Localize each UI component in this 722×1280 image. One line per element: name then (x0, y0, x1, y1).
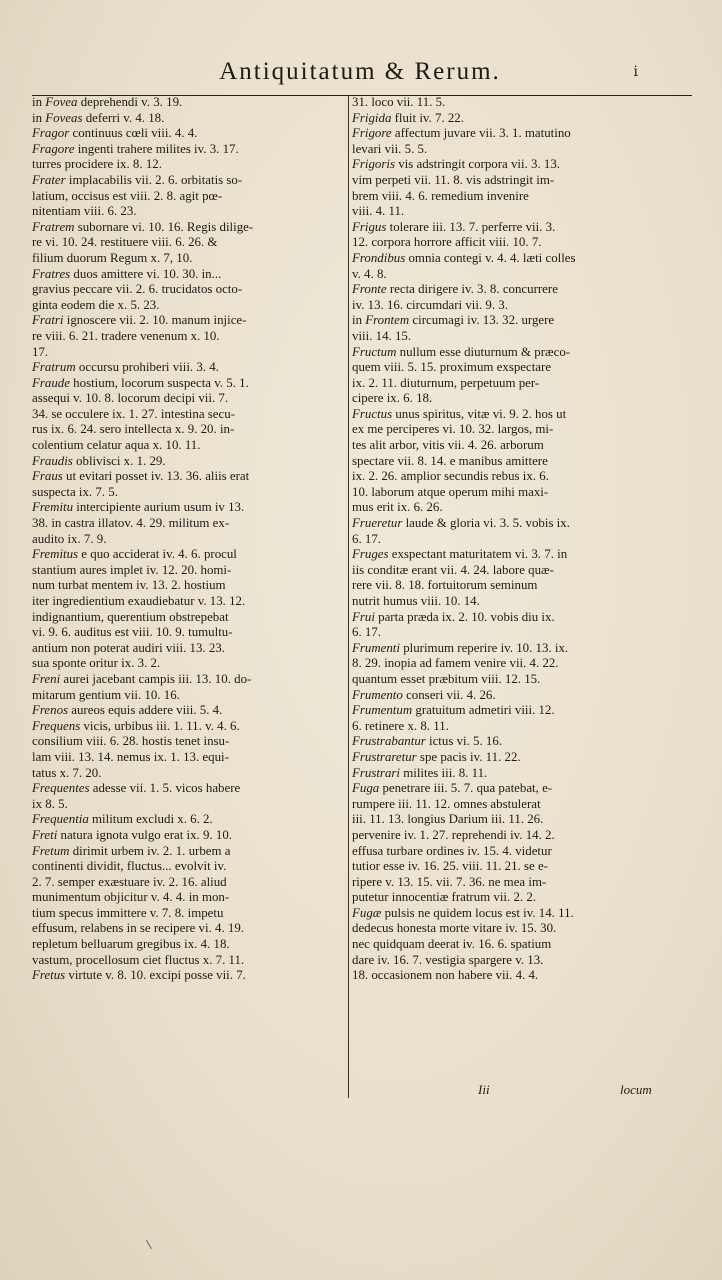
index-line: vastum, procellosum ciet fluctus x. 7. 11. (32, 952, 245, 967)
index-line: Fretus virtute v. 8. 10. excipi posse vii. 7. (32, 968, 246, 983)
index-line: Frequentia militum excludi x. 6. 2. (32, 812, 213, 827)
index-line: dare iv. 16. 7. vestigia spargere v. 13. (352, 952, 544, 967)
index-line: Fuga penetrare iii. 5. 7. qua patebat, e- (352, 781, 553, 796)
index-line: latium, occisus est viii. 2. 8. agit pœ- (32, 188, 223, 203)
index-line: Fratrum occursu prohiberi viii. 3. 4. (32, 360, 219, 375)
index-line: Freni aurei jacebant campis iii. 13. 10. do- (32, 671, 252, 686)
index-line: tatus x. 7. 20. (32, 765, 102, 780)
index-line: iii. 11. 13. longius Darium iii. 11. 26. (352, 812, 544, 827)
index-line: Fraude hostium, locorum suspecta v. 5. 1. (32, 375, 249, 390)
index-line: audito ix. 7. 9. (32, 531, 107, 546)
index-line: indignantium, querentium obstrepebat (32, 609, 229, 624)
index-line: Fronte recta dirigere iv. 3. 8. concurrere (352, 282, 558, 297)
index-line: Frigoris vis adstringit corpora vii. 3. 13. (352, 157, 561, 172)
index-line: 31. loco vii. 11. 5. (352, 95, 446, 109)
index-line: v. 4. 8. (352, 266, 387, 281)
signature-mark: Iii (478, 1082, 490, 1097)
index-line: suspecta ix. 7. 5. (32, 484, 118, 499)
headword: Frater (32, 172, 66, 187)
headword: Fremitus (32, 547, 79, 562)
catchword: locum (620, 1082, 652, 1097)
headword: Fructus (352, 406, 393, 421)
headword: Fruges (352, 547, 389, 562)
index-line: Frater implacabilis vii. 2. 6. orbitatis so- (32, 172, 243, 187)
index-line: Frueretur laude & gloria vi. 3. 5. vobis ix. (352, 516, 570, 531)
headword: Frustraretur (352, 749, 417, 764)
headword: Foveas (45, 110, 83, 125)
headword: Frustrabantur (352, 734, 426, 749)
index-line: putetur innocentiæ fratrum vii. 2. 2. (352, 890, 537, 905)
index-line: Fragor continuus cœli viii. 4. 4. (32, 126, 198, 141)
index-line: Frui parta præda ix. 2. 10. vobis diu ix. (352, 609, 555, 624)
headword: Frenos (32, 703, 69, 718)
index-line: vi. 9. 6. auditus est viii. 10. 9. tumultu- (32, 625, 233, 640)
headword: Freni (32, 671, 61, 686)
index-line: Frequens vicis, urbibus iii. 1. 11. v. 4. 6. (32, 718, 240, 733)
index-line: Fraus ut evitari posset iv. 13. 36. aliis erat (32, 469, 250, 484)
index-line: tutior esse iv. 16. 25. viii. 11. 21. se e- (352, 859, 548, 874)
headword: Fratrem (32, 219, 75, 234)
index-line: brem viii. 4. 6. remedium invenire (352, 188, 529, 203)
headword: Frondibus (352, 250, 406, 265)
index-line: antium non poterat audiri viii. 13. 23. (32, 640, 225, 655)
index-line: colentium celatur aqua x. 10. 11. (32, 438, 201, 453)
index-line: ix. 2. 26. amplior secundis rebus ix. 6. (352, 469, 549, 484)
index-line: Fruges exspectant maturitatem vi. 3. 7. in (352, 547, 568, 562)
index-line: Frigore affectum juvare vii. 3. 1. matutino (352, 126, 571, 141)
page-number: i (633, 64, 638, 80)
index-line: consilium viii. 6. 28. hostis tenet insu- (32, 734, 230, 749)
index-line: iter ingredientium exaudiebatur v. 13. 12. (32, 594, 246, 608)
index-line: iis conditæ erant vii. 4. 24. labore quæ- (352, 562, 554, 577)
index-line: Frigus tolerare iii. 13. 7. perferre vii. 3. (352, 219, 556, 234)
index-line: Frustrabantur ictus vi. 5. 16. (352, 734, 503, 749)
index-line: 10. laborum atque operum mihi maxi- (352, 484, 549, 499)
index-line: Fremitus e quo acciderat iv. 4. 6. procul (32, 547, 237, 562)
index-line: Fructus unus spiritus, vitæ vi. 9. 2. hos ut (352, 406, 567, 421)
index-line: munimentum objicitur v. 4. 4. in mon- (32, 890, 230, 905)
headword: Frueretur (352, 516, 403, 531)
index-line: nutrit humus viii. 10. 14. (352, 594, 480, 608)
headword: Frumentum (352, 703, 413, 718)
index-line: 38. in castra illatov. 4. 29. militum ex- (32, 516, 230, 531)
index-column-left (32, 95, 354, 984)
index-line: mus erit ix. 6. 26. (352, 500, 443, 515)
headword: Fraude (32, 375, 70, 390)
index-line: Fugæ pulsis ne quidem locus est iv. 14. 11. (352, 905, 574, 920)
index-line: ripere v. 13. 15. vii. 7. 36. ne mea im- (352, 874, 547, 889)
index-line: Frenos aureos equis addere viii. 5. 4. (32, 703, 223, 718)
headword: Fratres (32, 266, 71, 281)
index-line: Frumento conseri vii. 4. 26. (352, 687, 496, 702)
index-line: gravius peccare vii. 2. 6. trucidatos octo- (32, 282, 243, 297)
index-line: vim perpeti vii. 11. 8. vis adstringit im- (352, 172, 555, 187)
index-line: stantium aures implet iv. 12. 20. homi- (32, 562, 232, 577)
headword: Fremitu (32, 500, 74, 515)
index-line: ginta eodem die x. 5. 23. (32, 297, 160, 312)
index-line: continenti dividit, fluctus... evolvit iv. (32, 859, 227, 874)
index-line: in Frontem circumagi iv. 13. 32. urgere (352, 313, 555, 328)
index-line: Frumenti plurimum reperire iv. 10. 13. ix. (352, 640, 569, 655)
page-header: Antiquitatum & Rerum. (219, 58, 501, 85)
headword: Frigus (352, 219, 387, 234)
index-line: Fructum nullum esse diuturnum & præco- (352, 344, 571, 359)
index-line: 8. 29. inopia ad famem venire vii. 4. 22. (352, 656, 559, 671)
headword: Frumento (352, 687, 403, 702)
headword: Frustrari (352, 765, 400, 780)
index-line: Fretum dirimit urbem iv. 2. 1. urbem a (32, 843, 231, 858)
index-line: in Fovea deprehendi v. 3. 19. (32, 95, 183, 109)
index-line: turres procidere ix. 8. 12. (32, 157, 162, 172)
headword: Fraudis (32, 453, 73, 468)
index-line: rus ix. 6. 24. sero intellecta x. 9. 20. in- (32, 422, 235, 437)
index-line: re vi. 10. 24. restituere viii. 6. 26. & (32, 235, 218, 250)
index-line: Fratres duos amittere vi. 10. 30. in... (32, 266, 222, 281)
index-line: quem viii. 5. 15. proximum exspectare (352, 360, 552, 375)
headword: Fugæ (352, 905, 382, 920)
index-column-right (352, 95, 690, 984)
index-line: Fratrem subornare vi. 10. 16. Regis dilige- (32, 219, 254, 234)
index-line: Frequentes adesse vii. 1. 5. vicos habere (32, 781, 241, 796)
index-line: 6. 17. (352, 625, 382, 640)
headword: Fragor (32, 126, 70, 141)
index-line: Fragore ingenti trahere milites iv. 3. 17. (32, 141, 239, 156)
index-line: 18. occasionem non habere vii. 4. 4. (352, 968, 539, 983)
index-line: levari vii. 5. 5. (352, 141, 428, 156)
index-line: quantum esset præbitum viii. 12. 15. (352, 671, 541, 686)
headword: Fretus (32, 968, 66, 983)
index-line: dedecus honesta morte vitare iv. 15. 30. (352, 921, 557, 936)
headword: Fovea (45, 95, 78, 109)
headword: Fronte (352, 282, 387, 297)
index-line: Freti natura ignota vulgo erat ix. 9. 10. (32, 827, 232, 842)
headword: Fuga (352, 781, 380, 796)
index-line: assequi v. 10. 8. locorum decipi vii. 7. (32, 391, 229, 406)
index-line: lam viii. 13. 14. nemus ix. 1. 13. equi- (32, 749, 229, 764)
index-line: 6. 17. (352, 531, 382, 546)
index-line: nec quidquam deerat iv. 16. 6. spatium (352, 937, 552, 952)
index-line: Fremitu intercipiente aurium usum iv 13. (32, 500, 245, 515)
headword: Fructum (352, 344, 397, 359)
index-line: pervenire iv. 1. 27. reprehendi iv. 14. 2. (352, 827, 555, 842)
headword: Frequentia (32, 812, 89, 827)
index-line: effusum, relabens in se recipere vi. 4. 19. (32, 921, 245, 936)
index-line: rere vii. 8. 18. fortuitorum seminum (352, 578, 538, 593)
index-line: ix 8. 5. (32, 796, 68, 811)
headword: Frequentes (32, 781, 90, 796)
headword: Frequens (32, 718, 81, 733)
index-line: 17. (32, 344, 49, 359)
index-line: rumpere iii. 11. 12. omnes abstulerat (352, 796, 541, 811)
index-line: viii. 14. 15. (352, 328, 412, 343)
ink-mark (146, 1237, 157, 1249)
headword: Fratrum (32, 360, 76, 375)
headword: Fretum (32, 843, 70, 858)
headword: Fragore (32, 141, 75, 156)
headword: Fratri (32, 313, 64, 328)
index-line: num turbat mentem iv. 13. 2. hostium (32, 578, 226, 593)
index-line: 34. se occulere ix. 1. 27. intestina secu- (32, 406, 235, 421)
headword: Freti (32, 827, 58, 842)
index-line: in Foveas deferri v. 4. 18. (32, 110, 165, 125)
headword: Frigida (352, 110, 392, 125)
index-line: ex me perciperes vi. 10. 32. largos, mi- (352, 422, 554, 437)
index-line: Frustraretur spe pacis iv. 11. 22. (352, 749, 521, 764)
index-line: spectare vii. 8. 14. e manibus amittere (352, 453, 548, 468)
index-line: tes alit arbor, vitis vii. 4. 26. arborum (352, 438, 544, 453)
index-line: nitentiam viii. 6. 23. (32, 204, 137, 219)
index-line: Fratri ignoscere vii. 2. 10. manum injice- (32, 313, 247, 328)
index-line: Frumentum gratuitum admetiri viii. 12. (352, 703, 555, 718)
index-line: Fraudis oblivisci x. 1. 29. (32, 453, 166, 468)
index-line: tium specus immittere v. 7. 8. impetu (32, 905, 224, 920)
index-line: effusa turbare ordines iv. 15. 4. videtur (352, 843, 552, 858)
index-line: Frustrari milites iii. 8. 11. (352, 765, 488, 780)
index-line: 2. 7. semper exæstuare iv. 2. 16. aliud (32, 874, 227, 889)
index-line: sua sponte oritur ix. 3. 2. (32, 656, 161, 671)
index-line: Frigida fluit iv. 7. 22. (352, 110, 464, 125)
index-line: ix. 2. 11. diuturnum, perpetuum per- (352, 375, 540, 390)
index-line: repletum belluarum gregibus ix. 4. 18. (32, 937, 230, 952)
index-line: re viii. 6. 21. tradere venenum x. 10. (32, 328, 220, 343)
index-line: 6. retinere x. 8. 11. (352, 718, 449, 733)
index-line: Frondibus omnia contegi v. 4. 4. læti colles (352, 250, 576, 265)
headword: Fraus (32, 469, 63, 484)
index-line: cipere ix. 6. 18. (352, 391, 433, 406)
headword: Frigoris (352, 157, 395, 172)
index-line: 12. corpora horrore afficit viii. 10. 7. (352, 235, 542, 250)
index-line: iv. 13. 16. circumdari vii. 9. 3. (352, 297, 508, 312)
headword: Frumenti (352, 640, 400, 655)
headword: Frui (352, 609, 375, 624)
headword: Frigore (352, 126, 392, 141)
index-line: filium duorum Regum x. 7, 10. (32, 250, 193, 265)
index-line: viii. 4. 11. (352, 204, 405, 219)
headword: Frontem (365, 313, 410, 328)
index-line: mitarum gentium vii. 10. 16. (32, 687, 180, 702)
